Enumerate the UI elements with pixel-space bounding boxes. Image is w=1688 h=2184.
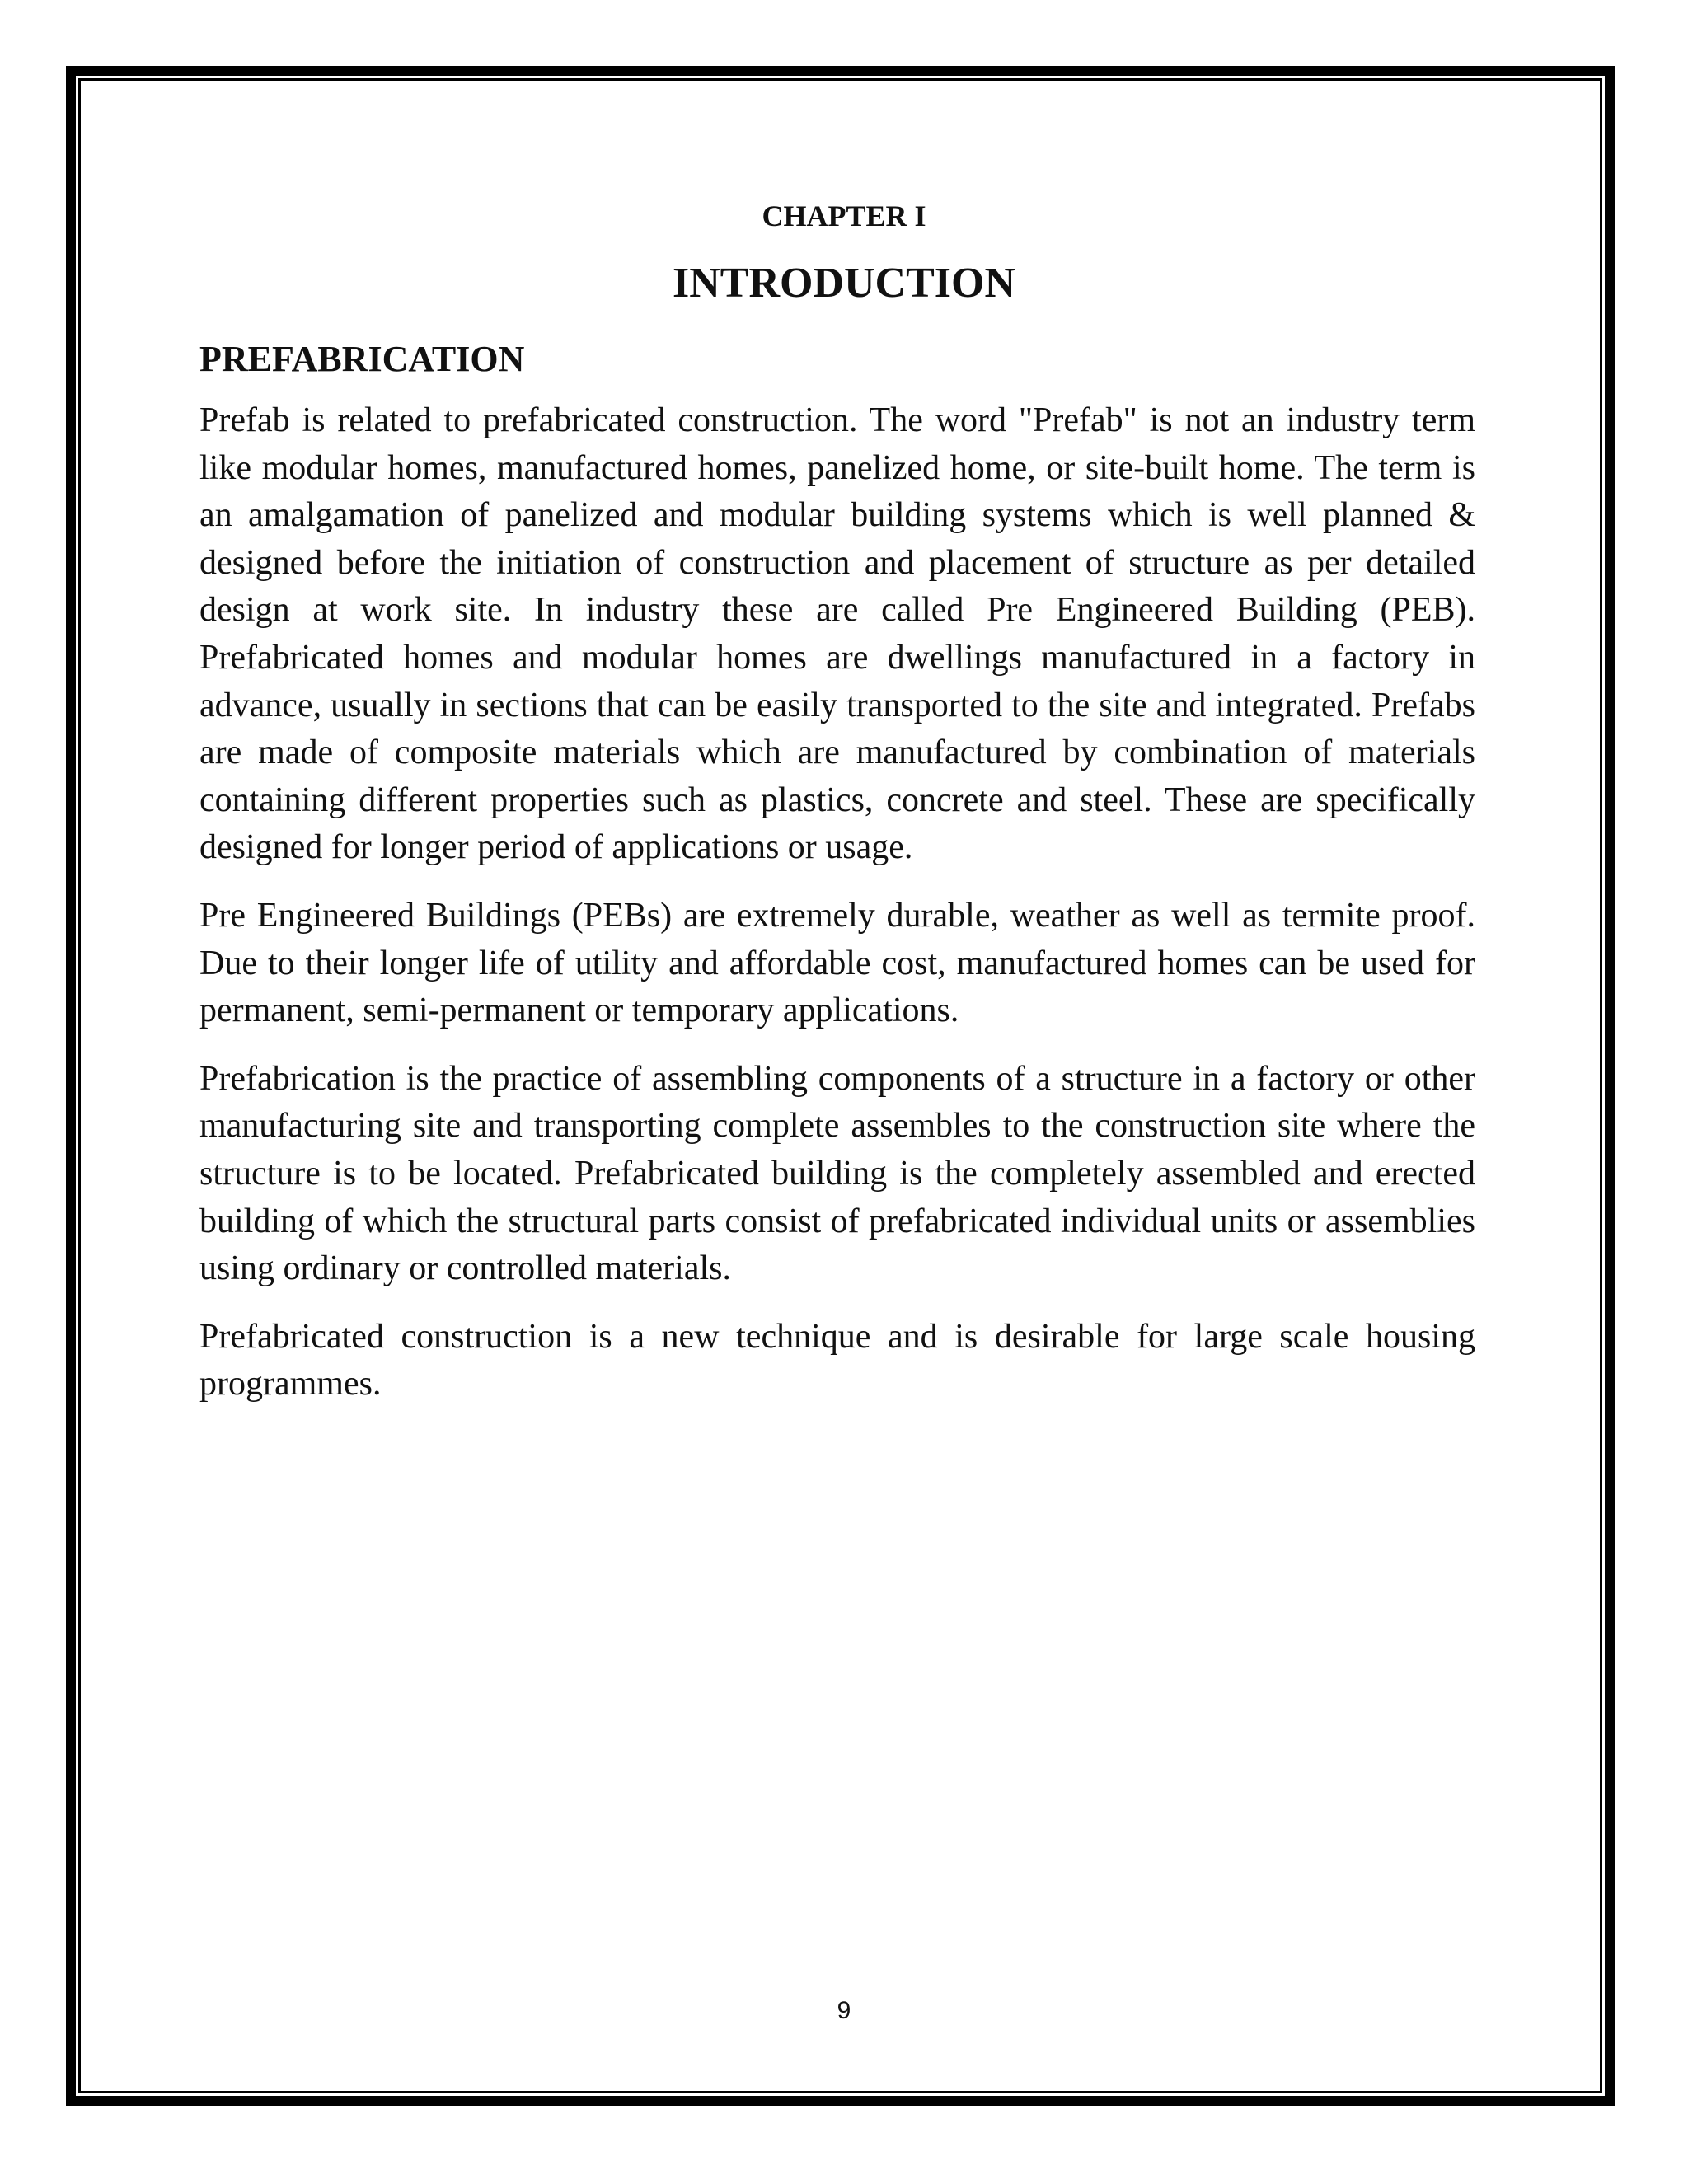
paragraph-new-technique: Prefabricated construction is a new technique and is desirable for large scale housing programmes. [199, 1317, 1475, 1404]
page-number: 9 [837, 1997, 851, 2024]
section-heading: PREFABRICATION [199, 339, 525, 379]
chapter-label: CHAPTER I [762, 199, 926, 232]
chapter-title: INTRODUCTION [672, 260, 1016, 307]
paragraph-peb-durability: Pre Engineered Buildings (PEBs) are extremely durable, weather as well as termite proof. Due to their longer life of utility and affordable cost, manufactured homes can be used for permanent, semi-permanent or temporary applications. [199, 896, 1475, 1030]
paragraph-prefab-definition: Prefab is related to prefabricated construction. The word "Prefab" is not an industry term like modular homes, manufactured homes, panelized home, or site-built home. The term is an amalgamation of panelized and modular building systems which is well planned & designed before the initiation of construction and placement of structure as per detailed design at work site. In industry these are called Pre Engineered Building (PEB). Prefabricated homes and modular homes are dwellings manufactured in a factory in advance, usually in sections that can be easily transported to the site and integrated. Prefabs are made of composite materials which are manufactured by combination of materials containing different properties such as plastics, concrete and steel. These are specifically designed for longer period of applications or usage. [199, 401, 1475, 867]
document-body [199, 333, 1475, 1429]
paragraph-prefabrication-practice: Prefabrication is the practice of assembling components of a structure in a factory or other manufacturing site and transporting complete assembles to the construction site where the structure is to be located. Prefabricated building is the completely assembled and erected building of which the structural parts consist of prefabricated individual units or assemblies using ordinary or controlled materials. [199, 1059, 1475, 1288]
